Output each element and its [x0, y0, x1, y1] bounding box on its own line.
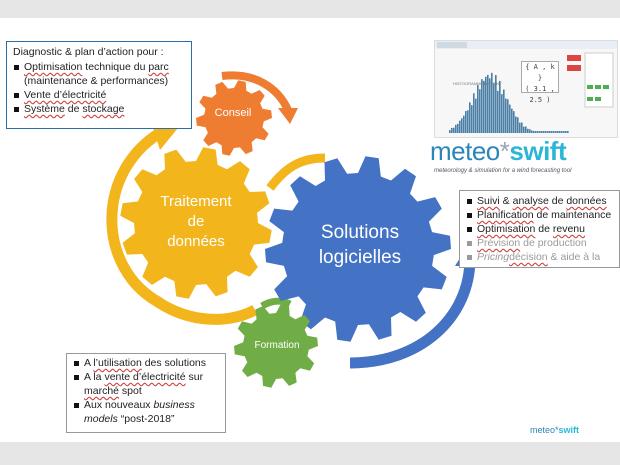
text-run: (maintenance & performances) [24, 75, 169, 87]
histogram-bar [461, 118, 463, 133]
histogram-bar [525, 126, 527, 133]
underlined-term: revenu [552, 223, 585, 235]
gear-label-solutions [285, 220, 435, 270]
slide [0, 18, 620, 442]
histogram-bar [477, 85, 479, 133]
histogram-bar [539, 131, 541, 133]
text-run: & aide à la [547, 251, 601, 263]
logo-star: * [499, 136, 510, 166]
gear-label-conseil: Conseil [214, 107, 252, 119]
text-run: sur [185, 371, 204, 383]
list-item [466, 250, 613, 264]
meteoswift-logo-area [430, 40, 620, 186]
list-item [466, 194, 613, 208]
histogram-bar [547, 131, 549, 133]
underlined-term: Optimisation [477, 223, 536, 235]
histogram-bar [531, 130, 533, 133]
underlined-term: marché [84, 385, 120, 397]
underlined-term: Suivi [477, 195, 500, 207]
underlined-term: l’utilisation [93, 357, 142, 369]
histogram-bar [557, 131, 559, 133]
underlined-term: décision [509, 251, 548, 263]
histogram-bar [551, 131, 553, 133]
list-item [13, 88, 185, 102]
gear-label-line: logicielles [318, 247, 402, 268]
underlined-term: parc [148, 61, 169, 73]
histogram-bar [479, 89, 481, 133]
histogram-bar [529, 129, 531, 133]
histogram-bar [559, 131, 561, 133]
histogram-bar [453, 128, 455, 133]
histogram-bar [543, 131, 545, 133]
text-run: Aux nouveaux [84, 399, 154, 411]
text-run: A la [84, 371, 105, 383]
list-item [13, 60, 185, 74]
histogram-bar [521, 123, 523, 133]
histogram-bar [537, 131, 539, 133]
formation-text-box [66, 353, 226, 433]
text-run: de [548, 195, 567, 207]
histogram-bar [535, 131, 537, 133]
text-run: de maintenance [533, 209, 612, 221]
weibull-params-line: { A , k } [525, 63, 555, 82]
histogram-bar [457, 124, 459, 133]
arrow-orange-head-icon [278, 108, 298, 124]
histogram-bar [549, 131, 551, 133]
histogram-bar [541, 131, 543, 133]
gear-label-formation: Formation [254, 340, 300, 351]
histogram-bar [527, 129, 529, 133]
histogram-bar [523, 127, 525, 133]
formation-list [73, 356, 219, 426]
list-item [466, 208, 613, 222]
histogram-bar [473, 93, 475, 133]
histogram-bar [455, 125, 457, 133]
histogram-bar [463, 116, 465, 133]
italic-term: business [153, 399, 195, 411]
conseil-box-heading: Diagnostic & plan d’action pour : [13, 46, 164, 58]
histogram-bar [493, 83, 495, 133]
underlined-term: vente d’électricité [104, 371, 186, 383]
histogram-bar [499, 81, 501, 133]
histogram-bar [507, 99, 509, 133]
histogram-bar [465, 111, 467, 133]
histogram-bar [513, 111, 515, 133]
list-item [73, 370, 219, 384]
list-item [73, 412, 219, 426]
logiciel-text-box [459, 190, 620, 268]
histogram-bar [555, 131, 557, 133]
software-screenshot-thumbnail [434, 40, 618, 138]
gear-label-line: données [167, 233, 225, 250]
list-item [466, 222, 613, 236]
histogram-bar [517, 117, 519, 133]
underlined-term: Système [24, 103, 65, 115]
underlined-term: données [566, 195, 607, 207]
histogram-bar [511, 109, 513, 133]
footer-logo-star: * [555, 425, 559, 435]
footer-logo-part2: swift [558, 425, 580, 435]
histogram-bar [545, 131, 547, 133]
list-item [13, 102, 185, 116]
list-item [466, 236, 613, 250]
histogram-bar [509, 105, 511, 133]
histogram-bar [505, 99, 507, 133]
gear-label-traitement [141, 192, 251, 252]
histogram-bar [561, 131, 563, 133]
underlined-term: analyse [512, 195, 549, 207]
histogram-bar [519, 123, 521, 133]
conseil-text-box [6, 41, 192, 129]
histogram-bar [459, 121, 461, 133]
italic-term: models [84, 413, 118, 425]
text-run: A [84, 357, 94, 369]
underlined-term: stockage [82, 103, 125, 115]
gear-label-line: Traitement [160, 193, 232, 210]
histogram-bar [471, 105, 473, 133]
histogram-bar [469, 102, 471, 133]
logo-tagline: meteorology & simulation for a wind forecasting tool [434, 168, 572, 174]
text-run: des solutions [141, 357, 207, 369]
footer-logo [530, 425, 579, 435]
logo-part2: swift [509, 136, 567, 166]
histogram-bar [503, 90, 505, 133]
underlined-term: Planification [477, 209, 534, 221]
logiciel-list [466, 194, 613, 264]
histogram-bar [489, 78, 491, 133]
logo-part1: meteo [430, 136, 500, 166]
histogram-bar [501, 94, 503, 133]
italic-term: Pricing [477, 251, 510, 263]
underlined-term: Vente d’électricité [24, 89, 107, 101]
list-item [73, 356, 219, 370]
histogram-bar [515, 117, 517, 133]
underlined-term: Prévision [477, 237, 521, 249]
weibull-parameters [521, 61, 559, 104]
meteoswift-logo [430, 136, 566, 166]
histogram-bar [475, 99, 477, 133]
underlined-term: Optimisation [24, 61, 83, 73]
text-run: spot [119, 385, 142, 397]
histogram-bar [467, 110, 469, 133]
text-run: & [499, 195, 513, 207]
text-run: de [64, 103, 83, 115]
histogram-bar [483, 81, 485, 133]
histogram-bar [449, 130, 451, 133]
footer-logo-part1: meteo [530, 425, 556, 435]
text-run: de production [520, 237, 587, 249]
list-item [73, 398, 219, 412]
text-run: technique du [82, 61, 149, 73]
list-item [13, 74, 185, 88]
histogram-bar [553, 131, 555, 133]
conseil-list [13, 60, 185, 116]
list-item [73, 384, 219, 398]
histogram-bar [533, 131, 535, 133]
histogram-bar [451, 128, 453, 133]
histogram-bar [563, 131, 565, 133]
text-run: “post-2018” [117, 413, 175, 425]
histogram-title: HISTOGRAMME DE VENT [453, 81, 502, 86]
histogram-bar [481, 79, 483, 133]
histogram-bar [567, 131, 569, 133]
arrow-green-icon [262, 301, 290, 306]
gear-label-line: de [187, 213, 205, 230]
text-run: de [535, 223, 553, 235]
gear-label-line: Solutions [320, 222, 400, 243]
histogram-bar [497, 91, 499, 133]
weibull-params-values: ( 3.1 , 2.5 ) [525, 85, 555, 104]
arrow-yellow-bottom-icon [158, 302, 255, 319]
histogram-bar [565, 131, 567, 133]
